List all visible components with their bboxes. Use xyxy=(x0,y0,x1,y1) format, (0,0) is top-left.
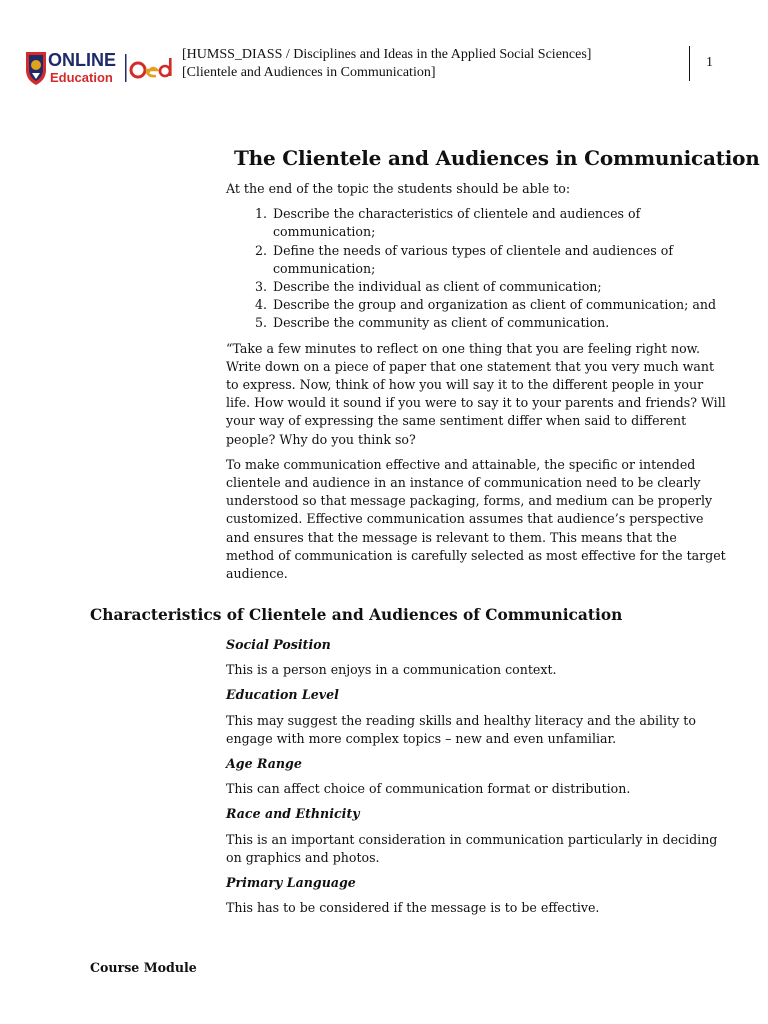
header-topic-line: [Clientele and Audiences in Communication] xyxy=(182,65,436,80)
characteristic-label: Social Position xyxy=(226,637,331,652)
characteristic-label: Race and Ethnicity xyxy=(226,806,360,822)
characteristic-description: This is an important consideration in communication particularly in deciding on graphics and photos. xyxy=(226,831,718,865)
objective-item: 2. Define the needs of various types of clientele and audiences of communication; xyxy=(271,242,726,278)
header-course-info xyxy=(182,46,591,82)
page-number: 1 xyxy=(706,55,713,70)
characteristic-label: Primary Language xyxy=(226,875,356,891)
reflection-paragraph: “Take a few minutes to reflect on one thing that you are feeling right now. Write down on a piece of paper that one statement that you very much want to express. Now, think of how you will say it to the different people in your life. How would it sound if you were to say it to your parents and friends? Will your way of expressing the same sentiment differ when said to different people? Why do you think so? xyxy=(226,340,726,447)
characteristics-list xyxy=(226,636,726,924)
characteristic-description: This may suggest the reading skills and healthy literacy and the ability to engage with more complex topics – new and even unfamiliar. xyxy=(226,712,696,746)
characteristic-label: Education Level xyxy=(226,687,339,703)
header-divider xyxy=(689,46,690,81)
objective-item: 4. Describe the group and organization as client of communication; and xyxy=(271,296,726,314)
effective-communication-paragraph: To make communication effective and attainable, the specific or intended clientele and audience in an instance of communication need to be clearly understood so that message packaging, forms, and medium can be properly customized. Effective communication assumes that audience’s perspective and ensures that the message is relevant to them. This means that the method of communication is carefully selected as most effective for the target audience. xyxy=(226,456,726,582)
logo-word-online: ONLINE xyxy=(48,50,117,70)
objective-item: 5. Describe the community as client of communication. xyxy=(271,314,726,332)
characteristic-description: This can affect choice of communication format or distribution. xyxy=(226,781,631,797)
online-education-logo xyxy=(24,46,174,88)
crest-icon xyxy=(26,52,46,85)
objectives-intro: At the end of the topic the students should be able to: xyxy=(226,181,571,196)
main-content xyxy=(226,180,726,590)
logo-word-education: Education xyxy=(50,70,113,85)
footer-course-module: Course Module xyxy=(90,960,197,975)
page-title: The Clientele and Audiences in Communication xyxy=(234,146,760,170)
header-course-line: [HUMSS_DIASS / Disciplines and Ideas in the Applied Social Sciences] xyxy=(182,47,592,62)
characteristic-description: This is a person enjoys in a communication context. xyxy=(226,662,557,678)
characteristics-heading: Characteristics of Clientele and Audiences of Communication xyxy=(90,606,623,624)
characteristic-label: Age Range xyxy=(226,756,302,772)
objective-item: 1. Describe the characteristics of clientele and audiences of communication; xyxy=(271,205,726,241)
characteristic-description: This has to be considered if the message is to be effective. xyxy=(226,900,600,916)
objective-item: 3. Describe the individual as client of communication; xyxy=(271,278,726,296)
oed-mark xyxy=(131,58,172,77)
objectives-list xyxy=(226,205,726,332)
